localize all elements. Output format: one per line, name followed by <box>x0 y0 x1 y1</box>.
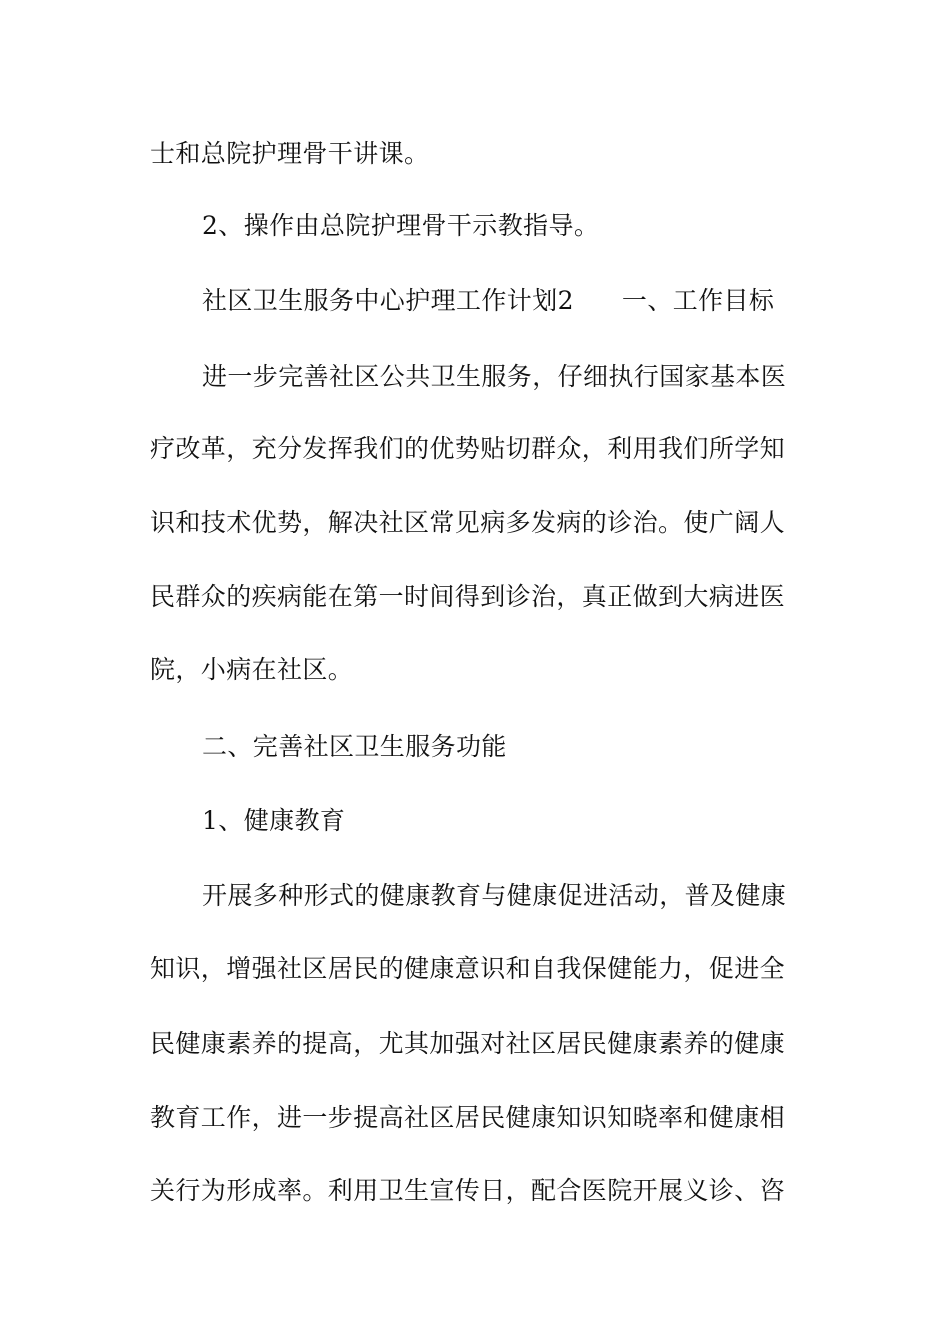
section-heading: 二、完善社区卫生服务功能 <box>202 732 507 761</box>
text-line: 院，小病在社区。 <box>150 655 354 684</box>
heading-work-goals: 一、工作目标 <box>621 286 775 315</box>
text-line: 关行为形成率。利用卫生宣传日，配合医院开展义诊、咨 <box>150 1176 786 1205</box>
section-title-line <box>202 281 802 321</box>
text-line: 教育工作，进一步提高社区居民健康知识知晓率和健康相 <box>150 1103 786 1132</box>
text-line: 民健康素养的提高，尤其加强对社区居民健康素养的健康 <box>150 1029 786 1058</box>
text-line: 开展多种形式的健康教育与健康促进活动，普及健康 <box>202 881 787 910</box>
text-line: 2、操作由总院护理骨干示教指导。 <box>202 211 600 240</box>
plan-title: 社区卫生服务中心护理工作计划2 <box>202 286 574 315</box>
text-line: 疗改革，充分发挥我们的优势贴切群众，利用我们所学知 <box>150 434 786 463</box>
text-line: 民群众的疾病能在第一时间得到诊治，真正做到大病进医 <box>150 582 786 611</box>
text-line: 知识，增强社区居民的健康意识和自我保健能力，促进全 <box>150 954 786 983</box>
text-line: 士和总院护理骨干讲课。 <box>150 139 430 168</box>
text-line: 识和技术优势，解决社区常见病多发病的诊治。使广阔人 <box>150 508 786 537</box>
text-line: 进一步完善社区公共卫生服务，仔细执行国家基本医 <box>202 362 787 391</box>
subsection-heading: 1、健康教育 <box>202 806 346 835</box>
